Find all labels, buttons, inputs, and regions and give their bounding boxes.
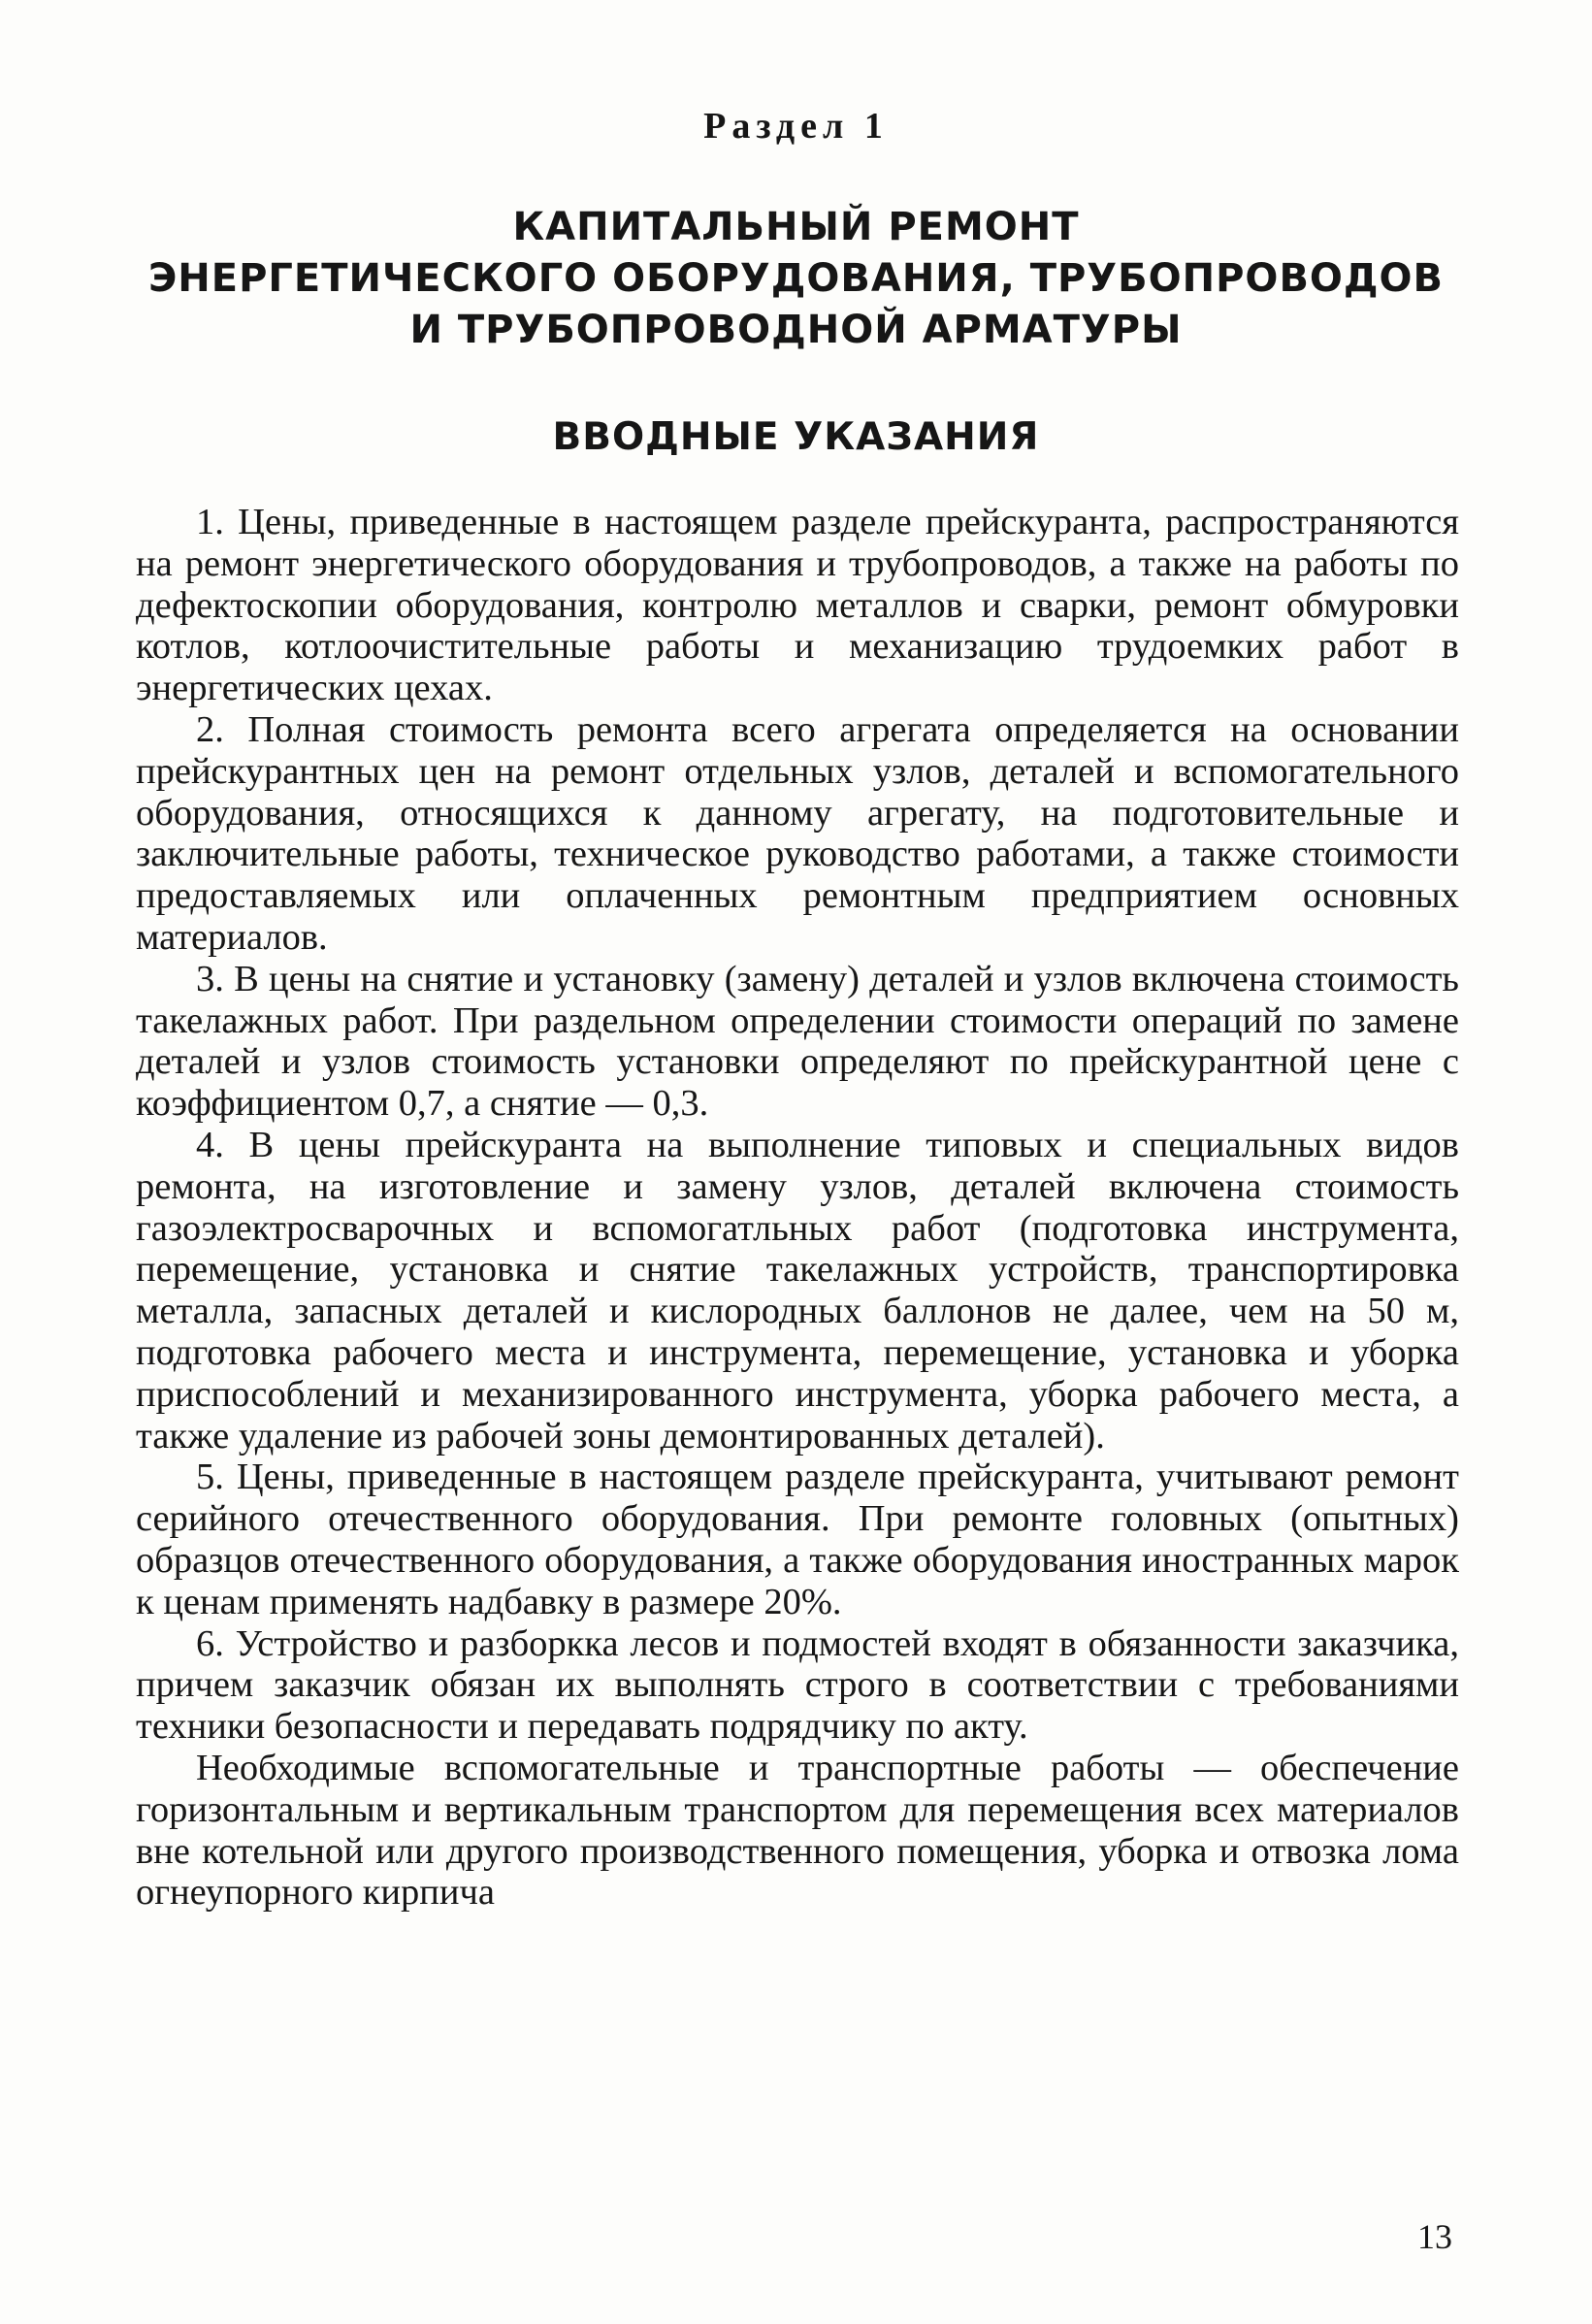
paragraph-4: 4. В цены прейскуранта на выполнение типовых и специальных видов ремонта, на изготовление и замену узлов, деталей включена стоимость газоэлектросварочных и вспомогатльных работ (подготовка инструмента, перемещение, установка и снятие такелажных устройств, транспортировка металла, запасных деталей и кислородных баллонов не далее, чем на 50 м, подготовка рабочего места и инструмента, перемещение, установка и уборка приспособлений и механизированного инструмента, уборка рабочего места, а также удаление из рабочей зоны демонтированных деталей). — [136, 1124, 1459, 1457]
paragraph-2: 2. Полная стоимость ремонта всего агрегата определяется на основании прейскурантных цен на ремонт отдельных узлов, деталей и вспомогательного оборудования, относящихся к данному агрегату, на подготовительные и заключительные работы, техническое руководство работами, а также стоимости предоставляемых или оплаченных ремонтным предприятием основных материалов. — [136, 708, 1459, 958]
chapter-title-line: ЭНЕРГЕТИЧЕСКОГО ОБОРУДОВАНИЯ, ТРУБОПРОВОДОВ — [147, 256, 1445, 301]
chapter-title — [0, 202, 1592, 356]
paragraph-5: 5. Цены, приведенные в настоящем разделе прейскуранта, учитывают ремонт серийного отечественного оборудования. При ремонте головных (опытных) образцов отечественного оборудования, а также оборудования иностранных марок к ценам применять надбавку в размере 20%. — [136, 1457, 1459, 1622]
subsection-title: ВВОДНЫЕ УКАЗАНИЯ — [552, 415, 1040, 459]
paragraph-6: 6. Устройство и разборкка лесов и подмостей входят в обязанности заказчика, причем заказчик обязан их выполнять строго в соответствии с требованиями техники безопасности и передавать подрядчику по акту. — [136, 1622, 1459, 1748]
chapter-title-line: КАПИТАЛЬНЫЙ РЕМОНТ — [512, 205, 1080, 249]
paragraph-3: 3. В цены на снятие и установку (замену) деталей и узлов включена стоимость такелажных работ. При раздельном определении стоимости операций по замене деталей и узлов стоимость установки определяют по прейскурантной цене с коэффициентом 0,7, а снятие — 0,3. — [136, 958, 1459, 1125]
body-text — [136, 502, 1459, 1914]
paragraph-1: 1. Цены, приведенные в настоящем разделе прейскуранта, распространяются на ремонт энергетического оборудования и трубопроводов, а также на работы по дефектоскопии оборудования, контролю металлов и сварки, ремонт обмуровки котлов, котлоочистительные работы и механизацию трудоемких работ в энергетических цехах. — [136, 502, 1459, 709]
page-number: 13 — [1417, 2217, 1452, 2256]
paragraph-7: Необходимые вспомогательные и транспортные работы — обеспечение горизонтальным и вертикальным транспортом для перемещения всех материалов вне котельной или другого производственного помещения, уборка и отвозка лома огнеупорного кирпича — [136, 1747, 1459, 1914]
chapter-title-line: И ТРУБОПРОВОДНОЙ АРМАТУРЫ — [409, 308, 1183, 352]
section-label: Раздел 1 — [703, 106, 889, 147]
